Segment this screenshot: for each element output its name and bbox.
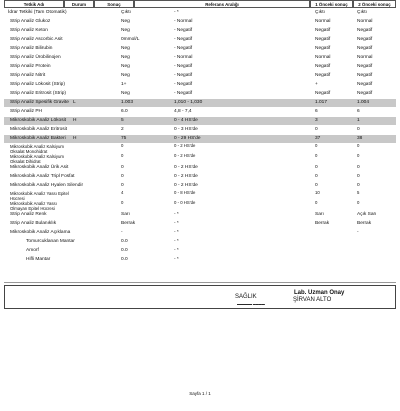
cell-res: 0mmol/L: [121, 37, 140, 42]
table-row: [4, 220, 396, 228]
cell-res: 1+: [121, 82, 127, 87]
cell-test: Mikroskobik Analiz Eritrosit: [10, 127, 68, 132]
cell-test: Strip Analiz Bulanıklık: [10, 221, 57, 226]
cell-ref: 0 - 2 HS'de: [174, 143, 196, 148]
cell-p2: Negatif: [357, 46, 373, 51]
cell-p2: 1: [357, 118, 360, 123]
cell-ref: - *: [174, 212, 179, 217]
cell-res: 6.0: [121, 109, 128, 114]
cell-ref: - *: [174, 257, 179, 262]
cell-p1: +: [315, 82, 318, 87]
table-row: [4, 229, 396, 237]
cell-res: -: [121, 230, 123, 235]
cell-res: 1.003: [121, 100, 134, 105]
cell-res: Neg: [121, 55, 130, 60]
cell-test: Strip Analiz Glukoz: [10, 19, 51, 24]
cell-p2: Açık Sarı: [357, 212, 377, 217]
cell-p1: 6: [315, 109, 318, 114]
cell-test: Strip Analiz Ürobilinojen: [10, 55, 61, 60]
table-row: [4, 54, 396, 62]
cell-p2: 1.004: [357, 100, 370, 105]
cell-p2: 0: [357, 143, 360, 148]
cell-p1: 10: [315, 190, 320, 195]
cell-res: Sarı: [121, 212, 130, 217]
cell-res: Çıktı: [121, 10, 131, 15]
table-row: [4, 256, 396, 264]
table-row: [4, 81, 396, 89]
cell-test: Mikroskobik Analiz Kalsiyum Oksalat Dihidrat: [10, 154, 64, 164]
cell-test: Mikroskobik Analiz Tripl Fosfat: [10, 174, 75, 179]
table-row: [4, 211, 396, 219]
col-prev2: 2 Önceki sonuç: [353, 0, 396, 8]
cell-ref: - *: [174, 221, 179, 226]
table-row: [4, 99, 396, 107]
cell-p2: 6: [357, 109, 360, 114]
cell-test: Strip Analiz Protein: [10, 64, 51, 69]
cell-p2: Negatif: [357, 64, 373, 69]
cell-test: Amorf: [26, 248, 39, 253]
cell-p1: Çıktı: [315, 10, 325, 15]
cell-res: 75: [121, 136, 127, 141]
cell-res: 0: [121, 153, 124, 158]
cell-p2: Negatif: [357, 91, 373, 96]
cell-p2: 0: [357, 174, 360, 179]
cell-p2: Negatif: [357, 82, 373, 87]
table-row: [4, 164, 396, 172]
table-row: [4, 182, 396, 190]
table-row: [4, 173, 396, 181]
cell-res: Neg: [121, 73, 130, 78]
cell-ref: - Negatif: [174, 28, 193, 33]
cell-ref: 0 - 3 HS'de: [174, 127, 198, 132]
cell-ref: 1,010 - 1,030: [174, 100, 203, 105]
cell-p1: 3: [315, 118, 318, 123]
table-row: [4, 45, 396, 53]
cell-test: Mikroskobik Analiz Ürik Asit: [10, 165, 69, 170]
cell-flag: L: [73, 100, 76, 105]
cell-res: 5: [121, 118, 124, 123]
cell-ref: - *: [174, 248, 179, 253]
cell-p1: 0: [315, 153, 318, 158]
cell-res: 4: [121, 190, 124, 195]
cell-test: Strip Analiz Spesifik Gravite: [10, 100, 69, 105]
cell-p2: 0: [357, 127, 360, 132]
col-status: Durum: [64, 0, 94, 8]
cell-test: Mikroskobik Analiz Yassı Olmayan Epitel Hücresi: [10, 201, 57, 211]
table-row: [4, 108, 396, 116]
cell-res: Neg: [121, 91, 130, 96]
cell-ref: - Negatif: [174, 73, 193, 78]
table-row: [4, 135, 396, 143]
col-prev1: 1 Önceki sonuç: [310, 0, 353, 8]
approver-name: ŞİRVAN ALTO: [293, 297, 332, 303]
cell-ref: - *: [174, 239, 179, 244]
cell-res: Neg: [121, 19, 130, 24]
table-row: [4, 247, 396, 255]
cell-test: Hifli Mantar: [26, 257, 51, 262]
cell-p2: 0: [357, 153, 360, 158]
cell-p1: 0: [315, 174, 318, 179]
table-row: [4, 36, 396, 44]
col-result: Sonuç: [94, 0, 134, 8]
cell-res: Neg: [121, 46, 130, 51]
cell-ref: 0 - 2 HS'de: [174, 174, 198, 179]
table-row: [4, 9, 396, 17]
cell-p2: 0: [357, 183, 360, 188]
cell-test: Mikroskobik Analiz Hyalen Silendir: [10, 183, 84, 188]
table-row: [4, 90, 396, 98]
table-header: [4, 0, 396, 8]
cell-ref: 4,8 - 7,4: [174, 109, 192, 114]
cell-res: Berrak: [121, 221, 136, 226]
cell-res: 0: [121, 174, 124, 179]
cell-p1: Negatif: [315, 91, 331, 96]
cell-p1: 0: [315, 143, 318, 148]
cell-p2: 38: [357, 136, 363, 141]
cell-ref: 0 - 2 HS'de: [174, 153, 196, 158]
cell-p1: Sarı: [315, 212, 324, 217]
cell-p1: 37: [315, 136, 321, 141]
cell-test: Strip Analiz Eritrosit (Strip): [10, 91, 66, 96]
cell-ref: 0 - 29 HS'de: [174, 136, 201, 141]
cell-flag: H: [73, 136, 77, 141]
cell-test: Strip Analiz Bilirubin: [10, 46, 53, 51]
cell-test: Mikroskobik Analiz Lökosit: [10, 118, 66, 123]
cell-p1: Normal: [315, 55, 331, 60]
cell-ref: - Negatif: [174, 91, 193, 96]
cell-res: 0: [121, 165, 124, 170]
cell-p1: 1.017: [315, 100, 328, 105]
cell-ref: 0 - 2 HS'de: [174, 165, 198, 170]
cell-ref: - *: [174, 10, 179, 15]
cell-p1: Negatif: [315, 64, 331, 69]
cell-ref: 0 - 8 HS'de: [174, 190, 196, 195]
table-row: [4, 126, 396, 134]
cell-ref: - Negatif: [174, 46, 193, 51]
cell-p2: Normal: [357, 55, 373, 60]
cell-p1: Berrak: [315, 221, 330, 226]
cell-test: Mikroskobik Analiz Yassı Epitel Hücresi: [10, 191, 69, 201]
cell-res: 0: [121, 183, 124, 188]
cell-ref: - Negatif: [174, 82, 193, 87]
cell-ref: 0 - 2 HS'de: [174, 183, 198, 188]
cell-test: Strip Analiz PH: [10, 109, 42, 114]
org-name: SAĞLIK: [235, 294, 257, 300]
cell-p1: Negatif: [315, 73, 331, 78]
cell-p1: Negatif: [315, 37, 331, 42]
cell-ref: - *: [174, 230, 179, 235]
cell-p2: Negatif: [357, 28, 373, 33]
cell-test: Strip Analiz Ascorbic Asit: [10, 37, 63, 42]
cell-p1: 0: [315, 127, 318, 132]
cell-test: Strip Analiz Renk: [10, 212, 47, 217]
cell-res: Neg: [121, 64, 130, 69]
cell-test: Strip Analiz Lökosit (Strip): [10, 82, 65, 87]
cell-test: Strip Analiz Nitrit: [10, 73, 46, 78]
cell-res: 0.0: [121, 257, 128, 262]
cell-res: 0: [121, 200, 124, 205]
signature-box: [4, 285, 396, 309]
cell-p2: 0: [357, 200, 360, 205]
col-ref: Referans Aralığı: [134, 0, 310, 8]
cell-test: Mikroskobik Analiz Açıklama: [10, 230, 71, 235]
cell-ref: 0 - 0 HS'de: [174, 200, 196, 205]
cell-res: Neg: [121, 28, 130, 33]
cell-res: 0.0: [121, 248, 128, 253]
table-row: [4, 72, 396, 80]
cell-test: Mikroskobik Analiz Kalsiyum Oksalat Monohidrat: [10, 144, 64, 154]
cell-p2: Berrak: [357, 221, 372, 226]
cell-test: Strip Analiz Keton: [10, 28, 48, 33]
cell-p1: Normal: [315, 19, 331, 24]
table-row: [4, 18, 396, 26]
cell-p1: 0: [315, 183, 318, 188]
org-subtitle: ▬▬▬▬▬ ▬▬▬▬: [237, 302, 265, 306]
cell-p2: Normal: [357, 19, 373, 24]
report-page: [4, 0, 396, 411]
cell-p2: -: [357, 230, 359, 235]
cell-p2: Negatif: [357, 37, 373, 42]
page-number: Sayfa 1 / 1: [189, 391, 211, 396]
divider: [4, 282, 396, 283]
cell-p1: 0: [315, 165, 318, 170]
cell-test: İdrar Tetkiki (Tam Otomatik): [8, 10, 67, 15]
cell-p2: 5: [357, 190, 360, 195]
table-row: [4, 63, 396, 71]
cell-p2: Çıktı: [357, 10, 367, 15]
cell-res: 0.0: [121, 239, 128, 244]
table-row: [4, 238, 396, 246]
cell-flag: H: [73, 118, 77, 123]
cell-p1: Negatif: [315, 46, 331, 51]
cell-p2: 0: [357, 165, 360, 170]
cell-res: 2: [121, 127, 124, 132]
cell-p1: Negatif: [315, 28, 331, 33]
cell-p2: Negatif: [357, 73, 373, 78]
table-row: [4, 27, 396, 35]
approver-title: Lab. Uzman Onay: [294, 290, 345, 296]
col-test: Tetkik Adı: [4, 0, 64, 8]
table-row: [4, 117, 396, 125]
cell-ref: - Negatif: [174, 64, 193, 69]
cell-ref: - Normal: [174, 55, 193, 60]
cell-ref: - Negatif: [174, 37, 193, 42]
cell-ref: - Normal: [174, 19, 193, 24]
cell-test: Mikroskobik Analiz Bakteri: [10, 136, 66, 141]
cell-res: 0: [121, 143, 124, 148]
cell-test: Tomurcuklanan Mantar: [26, 239, 75, 244]
cell-p1: 0: [315, 200, 318, 205]
cell-ref: 0 - 4 HS'de: [174, 118, 198, 123]
